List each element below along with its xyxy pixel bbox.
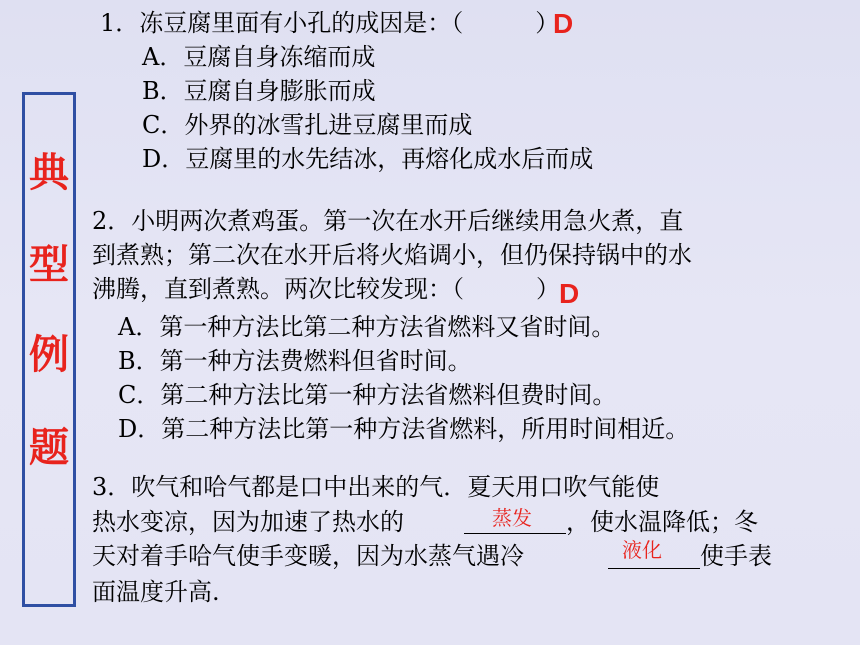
q1-option-d: D．豆腐里的水先结冰，再熔化成水后而成 [142,145,594,173]
q2-option-c: C．第二种方法比第一种方法省燃料但费时间。 [118,381,617,409]
q1-option-a: A．豆腐自身冻缩而成 [142,43,376,71]
q2-answer: D [559,278,580,309]
q2-stem-line: 2．小明两次煮鸡蛋。第一次在水开后继续用急火煮，直 [92,207,684,235]
q3-line: ，使水温降低；冬 [566,508,758,536]
side-title-char: 例 [29,332,69,378]
q3-blank1-underline [464,533,566,534]
q1-answer: D [553,8,574,39]
q3-blank2-answer: 液化 [622,538,662,562]
q2-option-d: D．第二种方法比第一种方法省燃料，所用时间相近。 [118,415,690,443]
q2-stem-line: 到煮熟；第二次在水开后将火焰调小，但仍保持锅中的水 [92,241,692,269]
side-title-char: 题 [29,425,69,471]
q2-stem-line: 沸腾，直到煮熟。两次比较发现：（ ） [92,275,560,303]
q3-blank1-answer: 蒸发 [492,506,532,530]
q1-option-b: B．豆腐自身膨胀而成 [142,77,376,105]
q1-option-c: C．外界的冰雪扎进豆腐里而成 [142,111,473,139]
q2-option-a: A．第一种方法比第二种方法省燃料又省时间。 [118,313,616,341]
q1-stem: 1．冻豆腐里面有小孔的成因是：（ ） [100,9,560,37]
q3-line: 热水变凉，因为加速了热水的 [92,508,404,536]
q3-line: 面温度升高. [92,578,220,606]
q3-blank2-underline [608,568,700,569]
q3-line: 天对着手哈气使手变暖，因为水蒸气遇冷 [92,542,524,570]
q2-option-b: B．第一种方法费燃料但省时间。 [118,347,472,375]
side-title-char: 型 [29,242,69,288]
side-title-char: 典 [29,150,69,196]
side-title-box [22,92,76,607]
q3-line: 使手表 [700,542,772,570]
q3-line: 3．吹气和哈气都是口中出来的气．夏天用口吹气能使 [92,473,660,501]
